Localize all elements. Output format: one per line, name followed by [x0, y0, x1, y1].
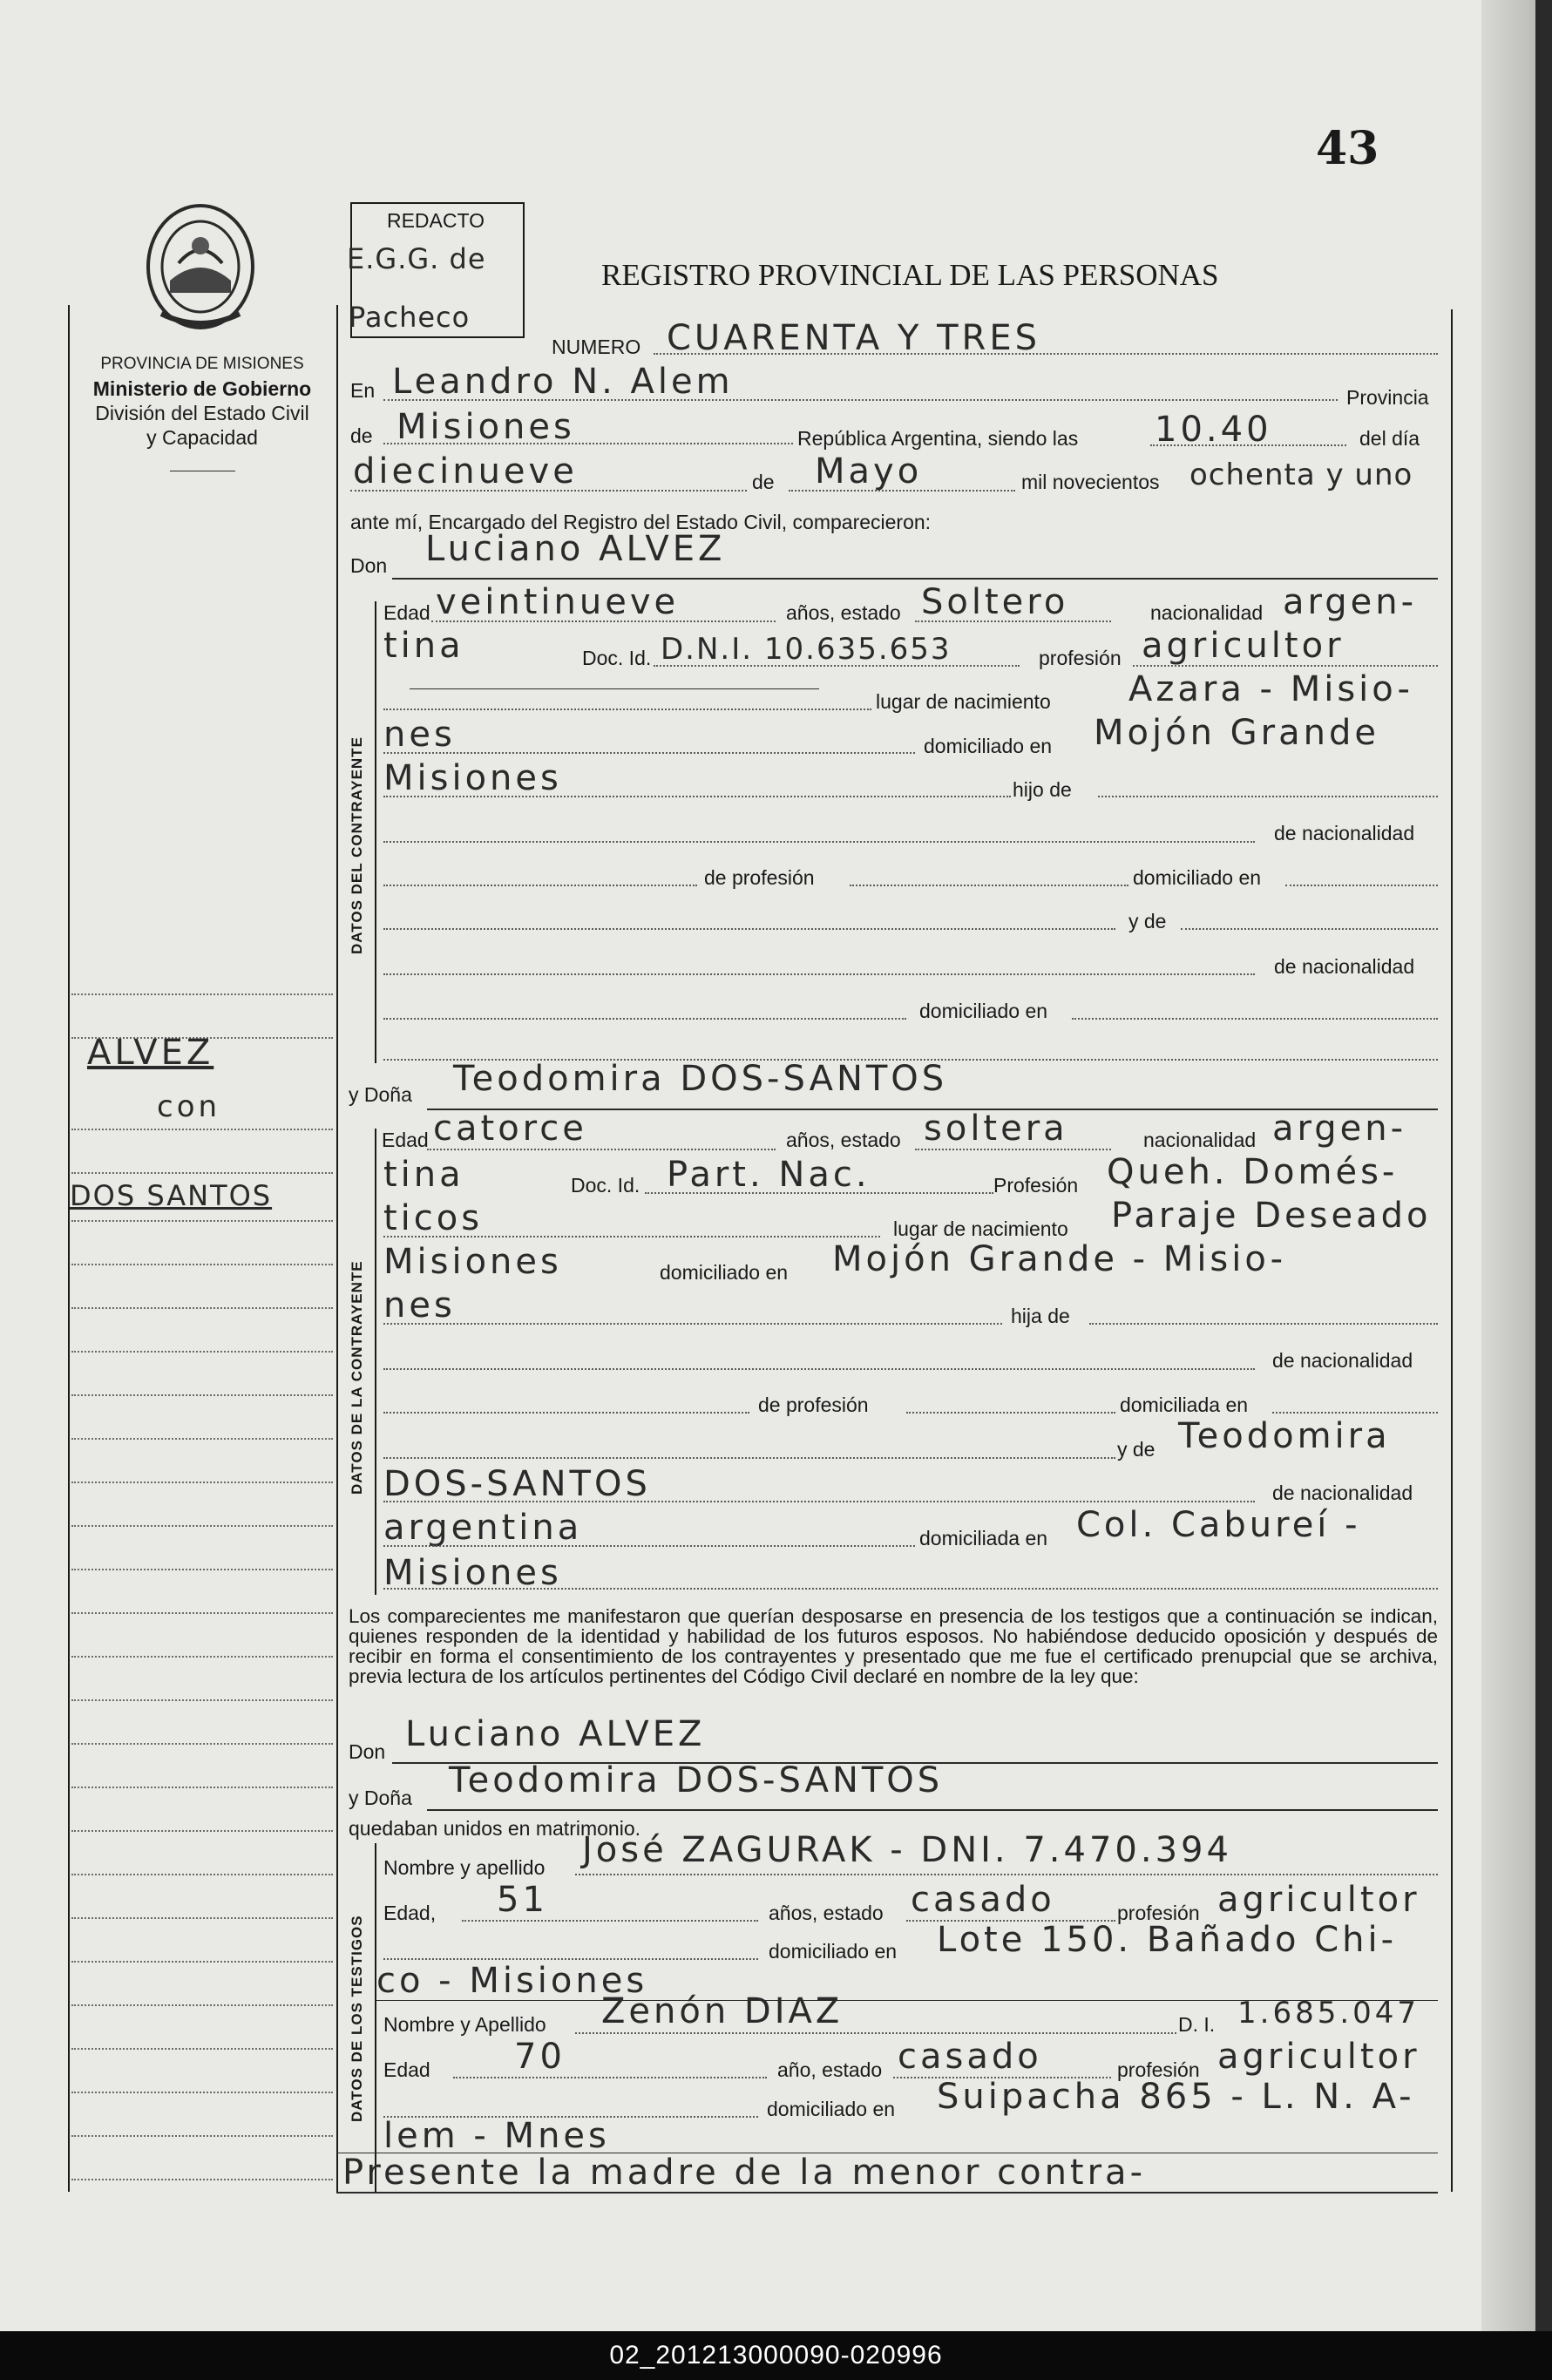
- ministry-label: Ministerio de Gobierno: [92, 377, 312, 400]
- de-nacionalidad-label-f-2: de nacionalidad: [1272, 1482, 1413, 1504]
- de-value: Misiones: [396, 407, 575, 447]
- mes-value: Mayo: [815, 451, 923, 492]
- margin-ruled-line: [71, 1351, 333, 1353]
- mes-line: [789, 490, 1015, 492]
- nacionalidad-value-cont: tina: [383, 626, 464, 666]
- madre-nacionalidad: argentina: [383, 1508, 583, 1548]
- domiciliado-en-label: domiciliado en: [1133, 866, 1262, 889]
- de-nacionalidad-label-2: de nacionalidad: [1274, 955, 1415, 978]
- numero-value: CUARENTA Y TRES: [667, 318, 1041, 358]
- t1-domicilio-value: Lote 150. Bañado Chi-: [937, 1920, 1398, 1960]
- nacionalidad-label: nacionalidad: [1150, 601, 1264, 624]
- anios-estado-label: años, estado: [786, 601, 901, 624]
- profesion-value-f: Queh. Domés-: [1107, 1152, 1399, 1192]
- margin-ruled-line: [71, 1917, 333, 1919]
- profesion-value: agricultor: [1142, 626, 1345, 666]
- republica-label: República Argentina, siendo las: [797, 427, 1079, 450]
- doc-line-f: [645, 1192, 993, 1194]
- redacto-label: REDACTO: [386, 209, 485, 232]
- en-value: Leandro N. Alem: [392, 362, 734, 402]
- domicilio-line-pre: [383, 752, 915, 754]
- t2-edad-line: [453, 2077, 767, 2078]
- anios-estado-label-f: años, estado: [786, 1129, 901, 1151]
- estado-value: Soltero: [921, 582, 1069, 622]
- t2-nombre-label: Nombre y Apellido: [383, 2013, 546, 2036]
- margin-ruled-line: [71, 1525, 333, 1527]
- testigos-side-label: DATOS DE LOS TESTIGOS: [349, 1915, 365, 2122]
- y-de-label: y de: [1128, 910, 1167, 932]
- don-label: Don: [350, 554, 388, 577]
- division-label-2: y Capacidad: [146, 426, 258, 449]
- redacto-handwriting: E.G.G. de: [347, 242, 486, 275]
- edad-line: [431, 620, 776, 622]
- margin-ruled-line: [71, 2179, 333, 2180]
- footer-id-strip: [0, 2331, 1552, 2380]
- domiciliada-label: domiciliada en: [1120, 1393, 1249, 1416]
- en-label: En: [350, 379, 376, 402]
- padre-prof-val-line-f: [906, 1412, 1115, 1414]
- t1-anios-label: años, estado: [769, 1902, 884, 1924]
- margin-ruled-line: [71, 1743, 333, 1745]
- domiciliada-label-2: domiciliada en: [919, 1527, 1048, 1549]
- decl-dona-value: Teodomira DOS-SANTOS: [449, 1760, 944, 1800]
- nac-line: [383, 841, 1255, 843]
- t1-estado-value: casado: [911, 1880, 1055, 1920]
- t2-estado-value: casado: [898, 2037, 1042, 2077]
- division-label: División del Estado Civil: [95, 402, 309, 424]
- decl-don-label: Don: [349, 1740, 386, 1763]
- domiciliado-en-label-2: domiciliado en: [919, 1000, 1048, 1022]
- doc-label: Doc. Id.: [582, 647, 652, 669]
- t2-profesion-label: profesión: [1117, 2058, 1200, 2081]
- domiciliado-label-f: domiciliado en: [660, 1261, 789, 1284]
- edad-line-f: [427, 1149, 776, 1150]
- decl-dona-line: [427, 1809, 1438, 1811]
- estado-line: [915, 620, 1111, 622]
- dona-value: Teodomira DOS-SANTOS: [453, 1059, 948, 1099]
- hijo-label: hijo de: [1013, 778, 1072, 801]
- margin-ruled-line: [71, 1438, 333, 1440]
- decl-dona-label: y Doña: [349, 1787, 412, 1809]
- madre-value: Teodomira: [1178, 1416, 1391, 1456]
- hijo-line-pre: [383, 796, 1011, 797]
- t2-edad-value: 70: [514, 2037, 566, 2077]
- nacionalidad-value-f: argen-: [1272, 1109, 1407, 1149]
- t2-domiciliado-label: domiciliado en: [767, 2098, 896, 2120]
- lugar-line-pre: [383, 709, 871, 710]
- t2-di-label: D. I.: [1178, 2013, 1216, 2036]
- madre-domicilio-cont: Misiones: [383, 1553, 562, 1593]
- t1-profesion-value: agricultor: [1217, 1880, 1420, 1920]
- hija-line-pre: [383, 1323, 1002, 1325]
- margin-ruled-line: [71, 1482, 333, 1483]
- nacionalidad-label-f: nacionalidad: [1143, 1129, 1257, 1151]
- profesion-value-f-cont: ticos: [383, 1198, 484, 1238]
- de-line: [383, 443, 793, 444]
- contrayente-side-label: DATOS DEL CONTRAYENTE: [349, 736, 365, 954]
- bottom-note: Presente la madre de la menor contra-: [342, 2153, 1147, 2193]
- profesion-label: profesión: [1039, 647, 1122, 669]
- ante-text: ante mí, Encargado del Registro del Estado Civil, comparecieron:: [350, 511, 932, 533]
- madre-val-line: [1181, 928, 1438, 930]
- estado-line-f: [915, 1149, 1111, 1150]
- dia-value: diecinueve: [353, 451, 578, 492]
- edad-value-f: catorce: [433, 1109, 587, 1149]
- de-profesion-label-f: de profesión: [758, 1393, 869, 1416]
- numero-line: [654, 353, 1438, 355]
- anio-value: ochenta y uno: [1189, 458, 1413, 492]
- madre-nac-line-f: [383, 1501, 1255, 1502]
- margin-ruled-line: [71, 1787, 333, 1788]
- mil-label: mil novecientos: [1021, 471, 1160, 493]
- profesion-label-f: Profesión: [993, 1174, 1079, 1197]
- don-value: Luciano ALVEZ: [425, 529, 726, 569]
- domiciliado-label: domiciliado en: [924, 735, 1053, 757]
- edad-value: veintinueve: [436, 582, 680, 622]
- t2-anios-label: año, estado: [777, 2058, 883, 2081]
- footer-id: 02_201213000090-020996: [609, 2341, 943, 2370]
- testigos-bracket: [375, 1843, 376, 2192]
- margin-ruled-line: [71, 2135, 333, 2137]
- madre-dom-end-line: [383, 1588, 1438, 1590]
- provincia-label: Provincia: [1346, 386, 1429, 409]
- t1-nombre-value: José ZAGURAK - DNI. 7.470.394: [582, 1830, 1232, 1870]
- hija-line: [1089, 1323, 1438, 1325]
- bottom-note-line: [336, 2192, 1438, 2194]
- page-number: 43: [1316, 122, 1379, 175]
- page-title: REGISTRO PROVINCIAL DE LAS PERSONAS: [601, 258, 1219, 292]
- margin-ruled-line: [71, 1699, 333, 1701]
- t1-dom-pre-line: [383, 1958, 758, 1960]
- lugar-value-f: Paraje Deseado: [1111, 1196, 1432, 1236]
- t1-domicilio-value-cont: co - Misiones: [376, 1961, 648, 2001]
- left-margin-line: [68, 305, 70, 2192]
- hija-label: hija de: [1011, 1305, 1070, 1327]
- lugar-value-cont: nes: [383, 715, 456, 755]
- domicilio-value: Mojón Grande: [1094, 713, 1379, 753]
- margin-ruled-line: [71, 1656, 333, 1658]
- madre-value-cont: DOS-SANTOS: [383, 1464, 651, 1504]
- doc-line: [654, 665, 1020, 667]
- t2-nombre-line: [575, 2032, 1176, 2034]
- declaration-text: Los comparecientes me manifestaron que querían desposarse en presencia de los testigos que a continuación se indican, quienes responden de la identidad y habilidad de los futuros esposos. No habiéndose deducido oposición y después de recibir en forma el consentimiento de los contrayentes y presentado que me fue el certificado prenupcial que se archiva, previa lectura de los artículos pertinentes del Código Civil declaré en nombre de la ley que:: [349, 1605, 1438, 1687]
- margin-ruled-line: [71, 1874, 333, 1875]
- margin-ruled-line: [71, 1394, 333, 1396]
- t1-nombre-label: Nombre y apellido: [383, 1856, 546, 1879]
- t1-edad-label: Edad,: [383, 1902, 437, 1924]
- hora-line: [1150, 444, 1346, 446]
- margin-ruled-line: [71, 1612, 333, 1614]
- del-dia-label: del día: [1359, 427, 1420, 450]
- t1-nombre-line: [575, 1874, 1438, 1875]
- y-dona-label: y Doña: [349, 1083, 412, 1106]
- nacionalidad-value-f-cont: tina: [383, 1155, 464, 1195]
- madre-domicilio: Col. Cabureí -: [1076, 1505, 1361, 1545]
- lugar-value: Azara - Misio-: [1128, 669, 1413, 709]
- t2-edad-label: Edad: [383, 2058, 430, 2081]
- t2-domicilio-value: Suipacha 865 - L. N. A-: [937, 2077, 1415, 2117]
- profesion-line: [1133, 665, 1438, 667]
- don-line: [392, 578, 1438, 580]
- margin-ruled-line: [71, 1961, 333, 1963]
- margin-ruled-line: [71, 1220, 333, 1222]
- hora-value: 10.40: [1155, 410, 1272, 450]
- domicilio-value-f-cont: nes: [383, 1285, 456, 1326]
- hijo-line: [1098, 796, 1438, 797]
- provincial-seal-icon: [144, 202, 257, 331]
- blank-line: [410, 688, 819, 689]
- contrayenta-bracket: [375, 1129, 376, 1595]
- margin-ruled-line: [71, 1830, 333, 1832]
- padre-prof-line: [383, 885, 697, 886]
- margin-ruled-line: [71, 993, 333, 995]
- de-nacionalidad-label: de nacionalidad: [1274, 822, 1415, 844]
- edad-label-f: Edad: [382, 1129, 429, 1151]
- padre-dom-line-f: [1272, 1412, 1438, 1414]
- margin-ruled-line: [71, 2004, 333, 2006]
- madre-line-f: [383, 1457, 1115, 1459]
- right-column-line: [1451, 309, 1453, 2192]
- madre-dom-line: [1072, 1018, 1438, 1020]
- doc-value: D.N.I. 10.635.653: [661, 632, 952, 667]
- domicilio-value-cont: Misiones: [383, 758, 562, 798]
- madre-dom-pre-line: [383, 1018, 906, 1020]
- edad-label: Edad: [383, 601, 430, 624]
- en-line: [383, 399, 1338, 401]
- contrayente-bracket: [375, 601, 376, 1063]
- quedaban-text: quedaban unidos en matrimonio.: [349, 1817, 641, 1840]
- margin-ruled-line: [71, 1307, 333, 1309]
- madre-nac-line: [383, 973, 1255, 975]
- t2-domicilio-value-cont: lem - Mnes: [383, 2116, 610, 2156]
- padre-dom-line: [1285, 885, 1438, 886]
- province-label: PROVINCIA DE MISIONES: [100, 355, 304, 373]
- estado-value-f: soltera: [924, 1109, 1068, 1149]
- dia-line: [350, 490, 747, 492]
- margin-ruled-line: [71, 1172, 333, 1174]
- lugar-label-f: lugar de nacimiento: [893, 1217, 1068, 1240]
- margin-note-surname: ALVEZ: [87, 1033, 214, 1073]
- lugar-label: lugar de nacimiento: [876, 690, 1051, 713]
- doc-label-f: Doc. Id.: [571, 1174, 640, 1197]
- de2-label: de: [752, 471, 775, 493]
- lugar-value-f-cont: Misiones: [383, 1242, 562, 1282]
- numero-label: NUMERO: [552, 336, 641, 358]
- contrayenta-side-label: DATOS DE LA CONTRAYENTE: [349, 1260, 365, 1495]
- nac-line-f: [383, 1368, 1255, 1370]
- margin-ruled-line: [71, 1569, 333, 1570]
- margin-ruled-line: [71, 2092, 333, 2093]
- padre-prof-line-f: [383, 1412, 749, 1414]
- madre-line: [383, 928, 1115, 930]
- de-nacionalidad-label-f: de nacionalidad: [1272, 1349, 1413, 1372]
- t1-profesion-label: profesión: [1117, 1902, 1200, 1924]
- redacto-handwriting-2: Pacheco: [349, 301, 471, 334]
- de-profesion-label: de profesión: [704, 866, 815, 889]
- domicilio-value-f: Mojón Grande - Misio-: [832, 1239, 1287, 1279]
- t1-edad-value: 51: [497, 1880, 548, 1920]
- padre-prof-val-line: [850, 885, 1128, 886]
- doc-value-f: Part. Nac.: [667, 1155, 871, 1195]
- t2-profesion-value: agricultor: [1217, 2037, 1420, 2077]
- t2-nombre-value: Zenón DIAZ: [601, 1991, 844, 2031]
- de-label: de: [350, 424, 373, 447]
- margin-note-surname-2: DOS SANTOS: [70, 1179, 273, 1212]
- t1-domiciliado-label: domiciliado en: [769, 1940, 898, 1963]
- decl-don-value: Luciano ALVEZ: [405, 1714, 706, 1754]
- madre-dom-pre-line-f: [383, 1545, 915, 1547]
- margin-note-con: con: [157, 1089, 221, 1124]
- margin-ruled-line: [71, 2048, 333, 2050]
- t2-di-value: 1.685.047: [1237, 1996, 1420, 2031]
- page-edge: [1481, 0, 1535, 2331]
- t1-edad-line: [462, 1920, 758, 1922]
- margin-ruled-line: [71, 1264, 333, 1265]
- left-column-line: [336, 305, 338, 2192]
- margin-ruled-line: [71, 1129, 333, 1130]
- lugar-line-pre-f: [383, 1236, 880, 1237]
- nacionalidad-value: argen-: [1283, 582, 1418, 622]
- y-de-label-f: y de: [1117, 1438, 1156, 1461]
